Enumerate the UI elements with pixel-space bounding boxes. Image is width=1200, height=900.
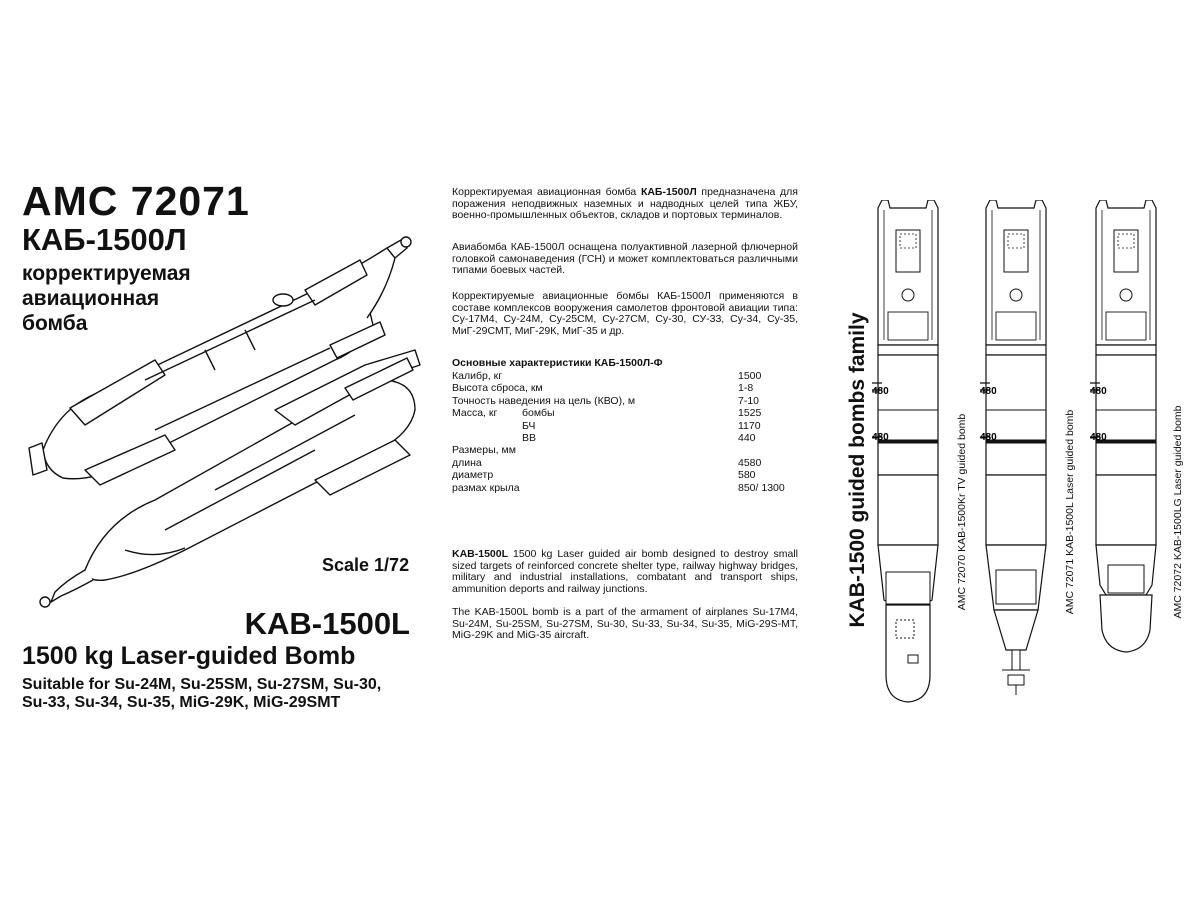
russian-description-1 xyxy=(452,187,798,222)
spec-value: 440 xyxy=(738,432,756,444)
english-description-1 xyxy=(452,549,798,595)
suitable-aircraft-line-2: Su-33, Su-34, Su-35, MiG-29K, MiG-29SMT xyxy=(22,694,341,711)
bomb-top-view-l xyxy=(980,200,1046,695)
spec-row xyxy=(452,444,798,456)
english-name: KAB-1500L xyxy=(244,606,410,641)
spec-sublabel: бомбы xyxy=(522,407,555,420)
station-marker: 480 xyxy=(1090,432,1107,443)
spec-row xyxy=(452,370,798,382)
spec-sublabel: БЧ xyxy=(522,419,536,432)
suitable-aircraft-line-1: Suitable for Su-24M, Su-25SM, Su-27SM, Su-30, xyxy=(22,676,382,693)
spec-label: Масса, кг xyxy=(452,407,498,420)
spec-row xyxy=(452,469,798,481)
russian-subtitle-line-1: корректируемая xyxy=(22,262,191,285)
russian-description-2: Авиабомба КАБ-1500Л оснащена полуактивной лазерной флючерной головкой самонаведения (ГСН) и может комплектоваться различными типами боевых частей. xyxy=(452,241,798,277)
spec-value: 1525 xyxy=(738,407,762,420)
english-subtitle: 1500 kg Laser-guided Bomb xyxy=(22,642,356,670)
spec-value: 4580 xyxy=(738,456,762,469)
bomb-top-views xyxy=(860,200,1190,705)
station-marker: 480 xyxy=(980,432,997,443)
spec-label: длина xyxy=(452,456,482,469)
station-marker: 480 xyxy=(980,386,997,397)
spec-row xyxy=(452,382,798,394)
english-description-1-name: KAB-1500L xyxy=(452,548,509,560)
variant-caption-lg-text: AMC 72072 KAB-1500LG Laser guided bomb xyxy=(1172,405,1184,619)
variant-caption-l-text: AMC 72071 KAB-1500L Laser guided bomb xyxy=(1064,409,1076,615)
spec-row xyxy=(452,407,798,419)
spec-value: 580 xyxy=(738,469,756,482)
bomb-top-view-kr xyxy=(872,200,938,702)
russian-subtitle-line-2: авиационная xyxy=(22,287,160,310)
spec-row xyxy=(452,395,798,407)
spec-row xyxy=(452,432,798,444)
spec-value: 850/ 1300 xyxy=(738,481,785,494)
family-title-text: KAB-1500 guided bombs family xyxy=(846,312,869,628)
russian-description-3: Корректируемые авиационные бомбы КАБ-1500Л применяются в составе комплексов вооружения самолетов фронтовой авиации типа: Су-17М4, Су-24М, Су-25СМ, Су-27СМ, Су-30, СУ-33, Су-34, Су-35, МиГ-29СМТ, МиГ-29К, МиГ-35 и др. xyxy=(452,290,798,337)
spec-value: 1500 xyxy=(738,370,762,382)
english-description-2: The KAB-1500L bomb is a part of the armament of airplanes Su-17M4, Su-24M, Su-25SM, Su-27SM, Su-30, Su-33, Su-34, Su-35, MiG-29S-MT, MiG-29K and MiG-35 aircraft. xyxy=(452,606,798,642)
spec-label: Калибр, кг xyxy=(452,370,503,382)
variant-caption-l xyxy=(1062,352,1078,672)
russian-name: КАБ-1500Л xyxy=(22,222,187,257)
russian-description-1-name: КАБ-1500Л xyxy=(640,186,697,198)
spec-label: размах крыла xyxy=(452,481,520,494)
variant-caption-lg xyxy=(1170,352,1186,672)
variant-caption-kr xyxy=(954,352,970,672)
variant-caption-kr-text: AMC 72070 KAB-1500Kr TV guided bomb xyxy=(956,413,968,611)
spec-label: Высота сброса, км xyxy=(452,382,543,395)
english-description-1-rest: 1500 kg Laser guided air bomb designed to destroy small sized targets of reinforced concrete shelter type, railway highway bridges, military and industrial installations, combatant and transport ships, ammunition deports and railway junctions. xyxy=(452,548,798,595)
specifications-title: Основные характеристики КАБ-1500Л-Ф xyxy=(452,357,663,369)
spec-row xyxy=(452,420,798,432)
spec-label: Размеры, мм xyxy=(452,444,516,457)
scale-label: Scale 1/72 xyxy=(322,555,410,575)
bomb-top-view-lg xyxy=(1090,200,1156,652)
russian-subtitle-line-3: бомба xyxy=(22,312,88,335)
spec-sublabel: ВВ xyxy=(522,432,537,444)
station-marker: 480 xyxy=(872,432,889,443)
russian-description-1-rest: предназначена для поражения неподвижных наземных и надводных целей типа ЖБУ, военно-промышленных объектов, складов и портовых терминалов. xyxy=(452,186,798,222)
station-marker: 480 xyxy=(872,386,889,397)
spec-value: 1-8 xyxy=(738,382,754,395)
spec-value: 1170 xyxy=(738,419,761,432)
product-code: AMC 72071 xyxy=(22,178,250,224)
spec-row xyxy=(452,457,798,469)
russian-description-1-lead: Корректируемая авиационная бомба xyxy=(452,186,641,198)
spec-label: Точность наведения на цель (КВО), м xyxy=(452,394,636,407)
spec-value: 7-10 xyxy=(738,394,760,407)
spec-label: диаметр xyxy=(452,469,494,482)
station-marker: 480 xyxy=(1090,386,1107,397)
spec-row xyxy=(452,482,798,494)
